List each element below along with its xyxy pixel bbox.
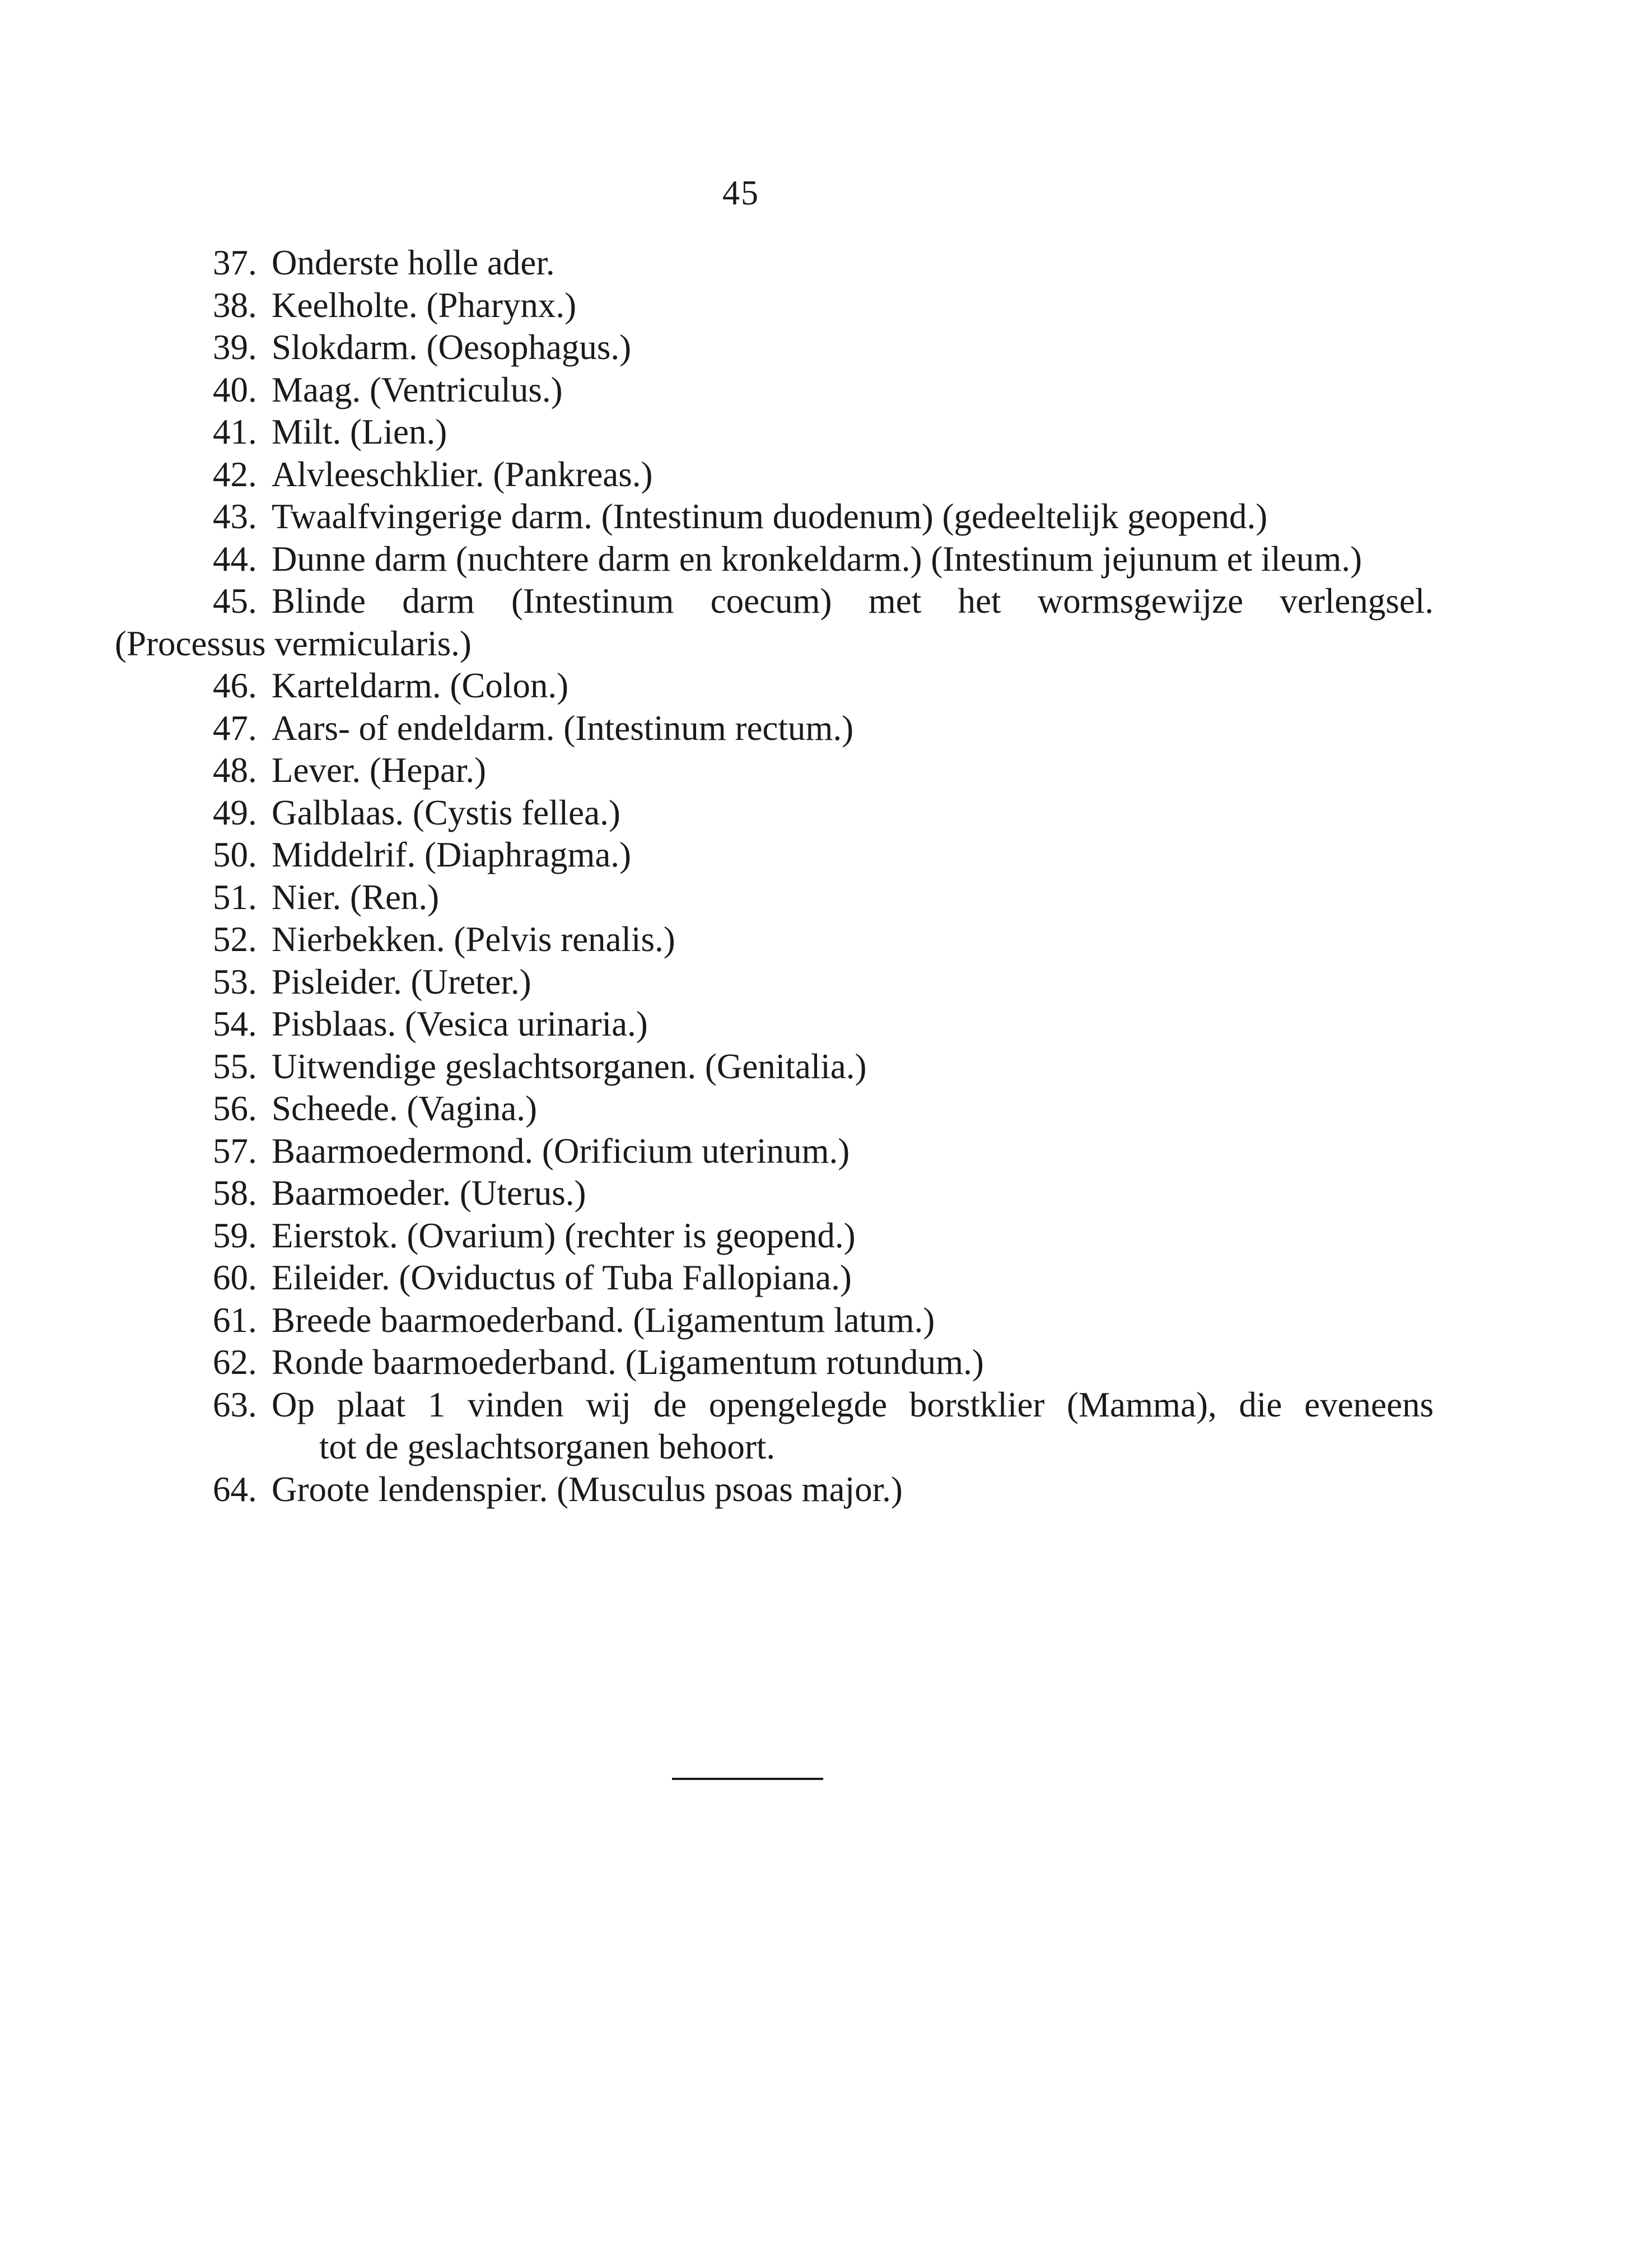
item-text: Slokdarm. (Oesophagus.) xyxy=(272,328,632,367)
list-item xyxy=(213,1257,1434,1299)
list-item xyxy=(213,1046,1434,1088)
item-number: 61. xyxy=(213,1300,257,1340)
page-number: 45 xyxy=(722,174,759,212)
list-item xyxy=(213,1341,1434,1384)
anatomy-legend-list xyxy=(115,242,1434,1511)
item-text: Alvleeschklier. (Pankreas.) xyxy=(272,454,653,494)
item-number: 56. xyxy=(213,1089,257,1128)
list-item xyxy=(213,411,1434,454)
item-text: Milt. (Lien.) xyxy=(272,412,447,451)
item-text: Dunne darm (nuchtere darm en kronkeldarm.) (Intestinum jejunum et ileum.) xyxy=(272,539,1362,579)
item-text: Baarmoeder. (Uterus.) xyxy=(272,1173,586,1213)
item-text: Baarmoedermond. (Orificium uterinum.) xyxy=(272,1131,850,1171)
item-number: 46. xyxy=(213,666,257,705)
list-item xyxy=(213,665,1434,707)
item-number: 45. xyxy=(213,581,257,621)
item-text: Pisblaas. (Vesica urinaria.) xyxy=(272,1004,648,1043)
item-text: Groote lendenspier. (Musculus psoas major.) xyxy=(272,1469,903,1509)
item-number: 47. xyxy=(213,708,257,748)
item-text: Pisleider. (Ureter.) xyxy=(272,962,531,1001)
list-item xyxy=(213,242,1434,285)
item-number: 55. xyxy=(213,1046,257,1086)
list-item xyxy=(213,877,1434,919)
item-number: 64. xyxy=(213,1469,257,1509)
list-item xyxy=(213,1088,1434,1130)
item-text: Nierbekken. (Pelvis renalis.) xyxy=(272,920,675,959)
item-number: 44. xyxy=(213,539,257,579)
item-text: Eierstok. (Ovarium) (rechter is geopend.) xyxy=(272,1215,856,1255)
item-number: 57. xyxy=(213,1131,257,1171)
item-number: 54. xyxy=(213,1004,257,1043)
item-number: 43. xyxy=(213,497,257,536)
list-item xyxy=(213,1469,1434,1511)
item-number: 63. xyxy=(213,1385,257,1424)
item-number: 51. xyxy=(213,877,257,917)
list-item xyxy=(213,1130,1434,1173)
item-number: 39. xyxy=(213,328,257,367)
item-text: Middelrif. (Diaphragma.) xyxy=(272,835,632,874)
item-text: Eileider. (Oviductus of Tuba Fallopiana.) xyxy=(272,1258,852,1297)
item-text: Scheede. (Vagina.) xyxy=(272,1089,538,1128)
list-item xyxy=(213,369,1434,412)
list-item xyxy=(213,327,1434,369)
item-number: 38. xyxy=(213,285,257,325)
item-text: Twaalfvingerige darm. (Intestinum duodenum) (gedeeltelijk geopend.) xyxy=(272,497,1268,536)
item-number: 62. xyxy=(213,1343,257,1382)
list-item xyxy=(213,1172,1434,1215)
item-text: Maag. (Ventriculus.) xyxy=(272,370,563,409)
section-end-rule xyxy=(672,1778,823,1780)
list-item xyxy=(213,707,1434,750)
list-item xyxy=(213,1384,1434,1469)
item-text: Onderste holle ader. xyxy=(272,243,555,282)
item-number: 53. xyxy=(213,962,257,1001)
item-number: 42. xyxy=(213,454,257,494)
item-text: Galblaas. (Cystis fellea.) xyxy=(272,793,620,832)
item-number: 58. xyxy=(213,1173,257,1213)
item-text: Lever. (Hepar.) xyxy=(272,751,487,790)
item-text: Blinde darm (Intestinum coecum) met het wormsgewijze verlengsel. xyxy=(272,581,1434,621)
item-number: 59. xyxy=(213,1215,257,1255)
item-text: Keelholte. (Pharynx.) xyxy=(272,285,577,325)
item-text: Uitwendige geslachtsorganen. (Genitalia.) xyxy=(272,1046,867,1086)
item-text: Ronde baarmoederband. (Ligamentum rotundum.) xyxy=(272,1343,984,1382)
item-number: 49. xyxy=(213,793,257,832)
item-number: 60. xyxy=(213,1258,257,1297)
item-text: Op plaat 1 vinden wij de opengelegde borstklier (Mamma), die eveneens xyxy=(272,1385,1434,1424)
item-text-continuation: tot de geslachtsorganen behoort. xyxy=(319,1427,776,1466)
item-number: 48. xyxy=(213,751,257,790)
item-text: Aars- of endeldarm. (Intestinum rectum.) xyxy=(272,708,854,748)
list-item xyxy=(213,749,1434,792)
item-number: 40. xyxy=(213,370,257,409)
item-number: 37. xyxy=(213,243,257,282)
list-item xyxy=(213,496,1434,538)
list-item xyxy=(213,538,1434,581)
item-text: Nier. (Ren.) xyxy=(272,877,440,917)
list-item xyxy=(115,580,1434,665)
list-item xyxy=(213,1003,1434,1046)
item-number: 52. xyxy=(213,920,257,959)
list-item xyxy=(213,919,1434,961)
list-item xyxy=(213,454,1434,496)
list-item xyxy=(213,1215,1434,1257)
item-text-continuation: (Processus vermicularis.) xyxy=(115,623,472,663)
list-item xyxy=(213,961,1434,1004)
item-number: 41. xyxy=(213,412,257,451)
item-text: Breede baarmoederband. (Ligamentum latum.) xyxy=(272,1300,935,1340)
list-item xyxy=(213,285,1434,327)
list-item xyxy=(213,1299,1434,1342)
item-number: 50. xyxy=(213,835,257,874)
item-text: Karteldarm. (Colon.) xyxy=(272,666,569,705)
list-item xyxy=(213,792,1434,835)
list-item xyxy=(213,834,1434,877)
